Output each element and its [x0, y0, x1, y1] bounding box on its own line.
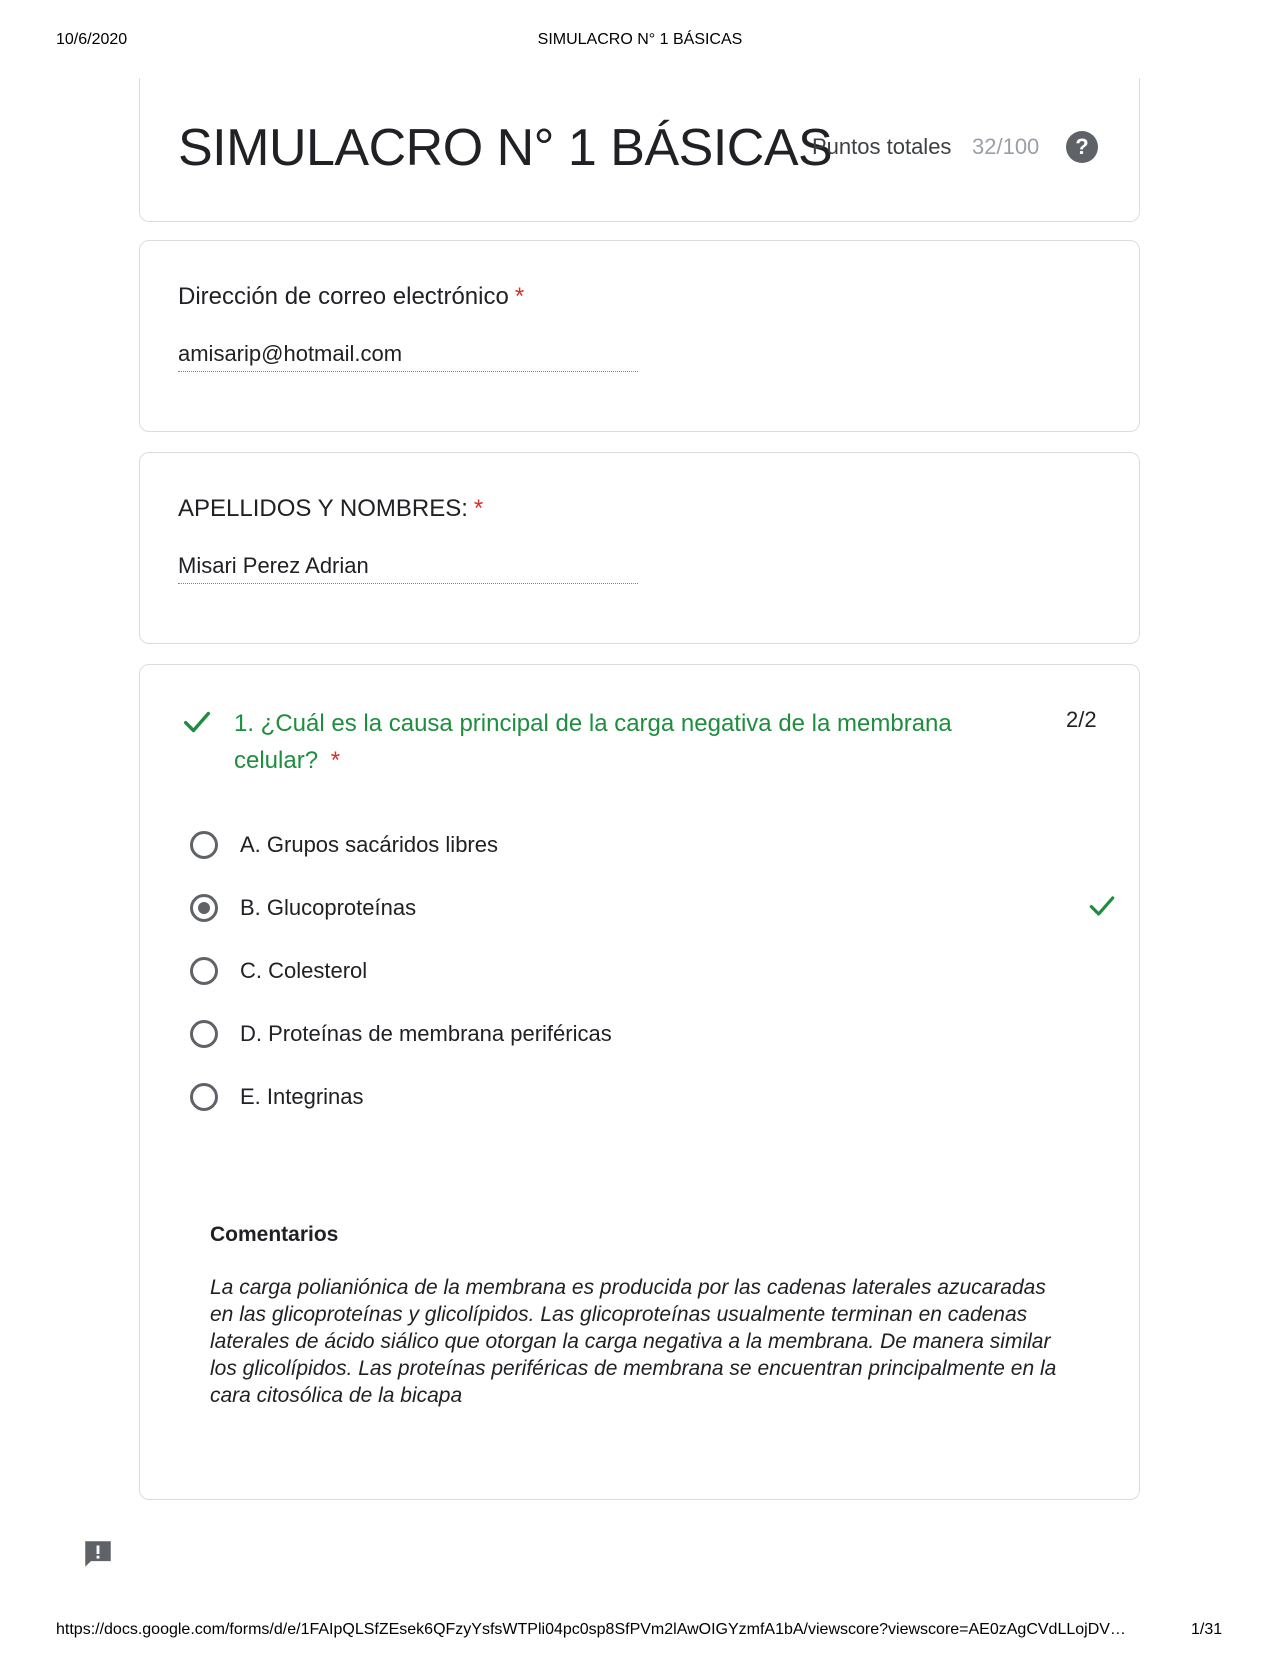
radio-button[interactable]	[190, 1020, 218, 1048]
option-label: D. Proteínas de membrana periféricas	[240, 1021, 612, 1046]
required-mark: *	[330, 747, 341, 774]
help-icon[interactable]: ?	[1066, 131, 1098, 163]
question-text	[234, 705, 994, 779]
question-points: 2/2	[1066, 707, 1097, 732]
radio-button-selected[interactable]	[190, 894, 218, 922]
option-b[interactable]	[190, 894, 1110, 928]
option-label: B. Glucoproteínas	[240, 895, 417, 920]
check-icon	[180, 705, 214, 739]
name-label	[178, 495, 483, 523]
print-footer-url: https://docs.google.com/forms/d/e/1FAIpQLSfZEsek6QFzyYsfsWTPli04pc0sp8SfPVm2lAwOIGYzmfA1bA/viewscore?viewscore=AE0zAgCVdLLojDV…	[56, 1621, 1126, 1638]
comments-text: La carga polianiónica de la membrana es producida por las cadenas laterales azucaradas en las glicoproteínas y glicolípidos. Las glicoproteínas usualmente terminan en cadenas laterales de ácido siálico que otorgan la carga negativa a la membrana. De manera similar los glicolípidos. Las proteínas periféricas de membrana se encuentran principalmente en la cara citosólica de la bicapa	[210, 1276, 1057, 1407]
option-label: C. Colesterol	[240, 958, 368, 983]
name-field: Misari Perez Adrian	[178, 553, 638, 584]
form-header-card	[139, 78, 1140, 222]
check-icon	[1086, 890, 1118, 922]
radio-button[interactable]	[190, 957, 218, 985]
option-label: E. Integrinas	[240, 1084, 364, 1109]
feedback-icon[interactable]	[81, 1537, 115, 1571]
total-points-score: 32/100	[972, 134, 1040, 159]
question-text-content: 1. ¿Cuál es la causa principal de la carga negativa de la membrana celular?	[234, 710, 952, 774]
question-card-1	[139, 664, 1140, 1500]
name-question-card	[139, 452, 1140, 644]
print-header-date: 10/6/2020	[56, 31, 128, 48]
radio-button[interactable]	[190, 831, 218, 859]
email-question-card	[139, 240, 1140, 432]
email-label-text: Dirección de correo electrónico	[178, 283, 509, 310]
option-a[interactable]	[190, 831, 1110, 865]
radio-button[interactable]	[190, 1083, 218, 1111]
option-d[interactable]	[190, 1020, 1110, 1054]
required-mark: *	[514, 283, 525, 310]
print-footer-page-number: 1/31	[1191, 1621, 1223, 1638]
print-header-title: SIMULACRO N° 1 BÁSICAS	[537, 31, 743, 48]
required-mark: *	[473, 495, 484, 522]
form-title: SIMULACRO N° 1 BÁSICAS	[178, 119, 833, 177]
total-points-label: Puntos totales	[812, 134, 952, 159]
comments-title: Comentarios	[210, 1223, 339, 1246]
name-label-text: APELLIDOS Y NOMBRES:	[178, 495, 468, 522]
option-c[interactable]	[190, 957, 1110, 991]
option-e[interactable]	[190, 1083, 1110, 1117]
email-label	[178, 283, 524, 311]
email-field: amisarip@hotmail.com	[178, 341, 638, 372]
option-label: A. Grupos sacáridos libres	[240, 832, 498, 857]
